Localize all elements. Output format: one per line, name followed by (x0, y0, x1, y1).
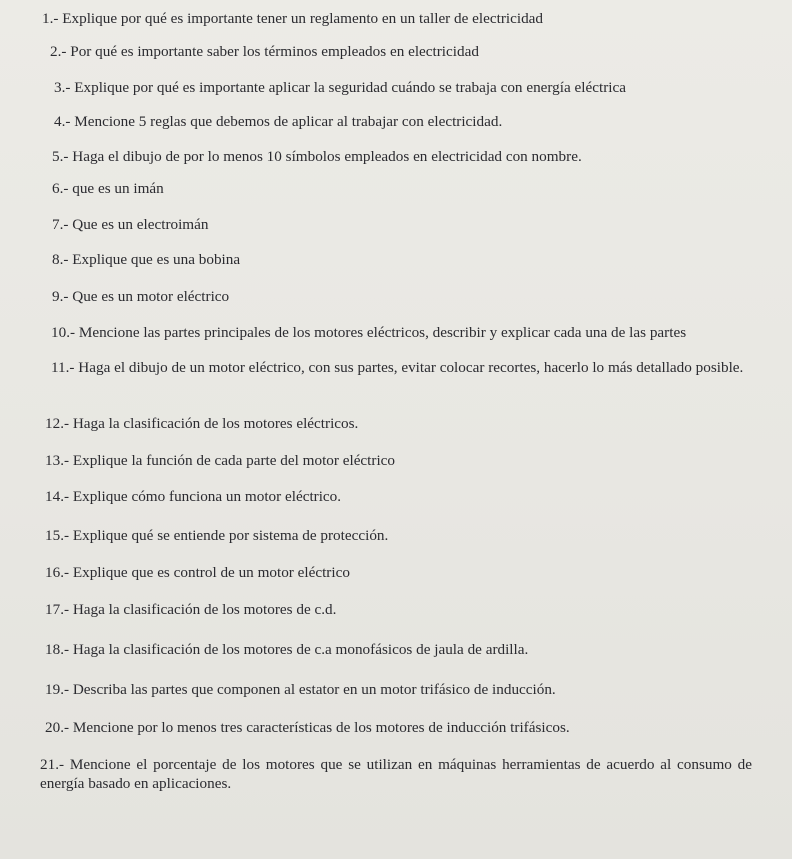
question-17: 17.- Haga la clasificación de los motores de c.d. (45, 601, 337, 618)
question-2: 2.- Por qué es importante saber los términos empleados en electricidad (50, 43, 479, 60)
question-11: 11.- Haga el dibujo de un motor eléctrico, con sus partes, evitar colocar recortes, hacerlo lo más detallado posible. (51, 359, 744, 376)
question-14: 14.- Explique cómo funciona un motor eléctrico. (45, 488, 342, 505)
question-9: 9.- Que es un motor eléctrico (52, 288, 230, 305)
question-21: 21.- Mencione el porcentaje de los motores que se utilizan en máquinas herramientas de acuerdo al consumo de energía basado en aplicaciones. (40, 756, 752, 792)
question-8: 8.- Explique que es una bobina (52, 251, 241, 268)
question-4: 4.- Mencione 5 reglas que debemos de aplicar al trabajar con electricidad. (54, 113, 503, 130)
question-18: 18.- Haga la clasificación de los motores de c.a monofásicos de jaula de ardilla. (45, 641, 529, 658)
question-6: 6.- que es un imán (52, 180, 164, 197)
question-13: 13.- Explique la función de cada parte del motor eléctrico (45, 452, 396, 469)
question-1: 1.- Explique por qué es importante tener un reglamento en un taller de electricidad (42, 10, 543, 27)
question-3: 3.- Explique por qué es importante aplicar la seguridad cuándo se trabaja con energía eléctrica (54, 79, 626, 96)
question-19: 19.- Describa las partes que componen al estator en un motor trifásico de inducción. (45, 681, 556, 698)
question-7: 7.- Que es un electroimán (52, 216, 209, 233)
question-10: 10.- Mencione las partes principales de los motores eléctricos, describir y explicar cada una de las partes (51, 324, 687, 341)
question-15: 15.- Explique qué se entiende por sistema de protección. (45, 527, 389, 544)
question-16: 16.- Explique que es control de un motor eléctrico (45, 564, 350, 581)
question-12: 12.- Haga la clasificación de los motores eléctricos. (45, 415, 359, 432)
question-5: 5.- Haga el dibujo de por lo menos 10 símbolos empleados en electricidad con nombre. (52, 148, 582, 165)
question-20: 20.- Mencione por lo menos tres características de los motores de inducción trifásicos. (45, 719, 570, 736)
